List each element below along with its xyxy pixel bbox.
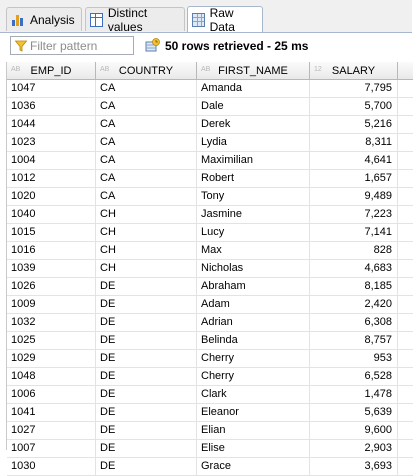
emp-id-cell[interactable]: 1016 <box>7 242 96 259</box>
first-name-cell[interactable]: Lucy <box>197 224 310 241</box>
country-cell[interactable]: CA <box>96 134 197 151</box>
salary-cell[interactable]: 4,683 <box>310 260 398 277</box>
header-filler <box>398 62 413 79</box>
table-row[interactable] <box>7 314 413 332</box>
emp-id-cell[interactable]: 1009 <box>7 296 96 313</box>
country-cell[interactable]: DE <box>96 296 197 313</box>
table-row[interactable] <box>7 242 413 260</box>
emp-id-cell[interactable]: 1027 <box>7 422 96 439</box>
column-header-emp-id[interactable] <box>7 62 96 79</box>
country-cell[interactable]: DE <box>96 314 197 331</box>
country-cell[interactable]: DE <box>96 368 197 385</box>
table-row[interactable] <box>7 296 413 314</box>
row-filler <box>398 404 413 421</box>
first-name-cell[interactable]: Nicholas <box>197 260 310 277</box>
string-type-badge: AB <box>201 66 211 73</box>
grid-header <box>7 62 413 80</box>
tab-analysis[interactable] <box>6 7 82 31</box>
string-type-badge: AB <box>11 66 21 73</box>
salary-cell[interactable]: 9,489 <box>310 188 398 205</box>
column-header-first-name[interactable] <box>197 62 310 79</box>
first-name-cell[interactable]: Max <box>197 242 310 259</box>
emp-id-cell[interactable]: 1030 <box>7 458 96 475</box>
emp-id-cell[interactable]: 1012 <box>7 170 96 187</box>
bar-chart-icon <box>11 13 25 27</box>
salary-cell[interactable]: 8,185 <box>310 278 398 295</box>
first-name-cell[interactable]: Jasmine <box>197 206 310 223</box>
tab-label: Analysis <box>30 12 75 27</box>
emp-id-cell[interactable]: 1020 <box>7 188 96 205</box>
table-row[interactable] <box>7 350 413 368</box>
row-filler <box>398 440 413 457</box>
table-row[interactable] <box>7 260 413 278</box>
salary-cell[interactable]: 953 <box>310 350 398 367</box>
country-cell[interactable]: DE <box>96 458 197 475</box>
emp-id-cell[interactable]: 1039 <box>7 260 96 277</box>
salary-cell[interactable]: 4,641 <box>310 152 398 169</box>
table-row[interactable] <box>7 332 413 350</box>
first-name-cell[interactable]: Grace <box>197 458 310 475</box>
tab-label: Raw Data <box>209 5 235 34</box>
row-filler <box>398 386 413 403</box>
results-grid[interactable] <box>6 62 413 472</box>
emp-id-cell[interactable]: 1036 <box>7 98 96 115</box>
column-header-country[interactable] <box>96 62 197 79</box>
emp-id-cell[interactable]: 1007 <box>7 440 96 457</box>
salary-cell[interactable]: 9,600 <box>310 422 398 439</box>
first-name-cell[interactable]: Amanda <box>197 80 310 97</box>
emp-id-cell[interactable]: 1015 <box>7 224 96 241</box>
row-filler <box>398 368 413 385</box>
country-cell[interactable]: DE <box>96 278 197 295</box>
country-cell[interactable]: CH <box>96 224 197 241</box>
first-name-cell[interactable]: Abraham <box>197 278 310 295</box>
first-name-cell[interactable]: Elise <box>197 440 310 457</box>
string-type-badge: AB <box>100 66 110 73</box>
filter-input[interactable] <box>30 38 128 53</box>
salary-cell[interactable]: 828 <box>310 242 398 259</box>
toolbar <box>0 33 412 61</box>
first-name-cell[interactable]: Clark <box>197 386 310 403</box>
table-row[interactable] <box>7 170 413 188</box>
row-filler <box>398 422 413 439</box>
row-filler <box>398 296 413 313</box>
row-filler <box>398 188 413 205</box>
emp-id-cell[interactable]: 1023 <box>7 134 96 151</box>
salary-cell[interactable]: 7,795 <box>310 80 398 97</box>
row-filler <box>398 314 413 331</box>
first-name-cell[interactable]: Tony <box>197 188 310 205</box>
salary-cell[interactable]: 8,311 <box>310 134 398 151</box>
emp-id-cell[interactable]: 1025 <box>7 332 96 349</box>
country-cell[interactable]: CH <box>96 260 197 277</box>
emp-id-cell[interactable]: 1040 <box>7 206 96 223</box>
country-cell[interactable]: DE <box>96 386 197 403</box>
first-name-cell[interactable]: Derek <box>197 116 310 133</box>
table-row[interactable] <box>7 386 413 404</box>
first-name-cell[interactable]: Elian <box>197 422 310 439</box>
table-row[interactable] <box>7 404 413 422</box>
country-cell[interactable]: CA <box>96 152 197 169</box>
salary-cell[interactable]: 3,693 <box>310 458 398 475</box>
country-cell[interactable]: CH <box>96 206 197 223</box>
salary-cell[interactable]: 5,639 <box>310 404 398 421</box>
first-name-cell[interactable]: Maximilian <box>197 152 310 169</box>
table-row[interactable] <box>7 278 413 296</box>
column-header-label: FIRST_NAME <box>218 64 288 77</box>
emp-id-cell[interactable]: 1026 <box>7 278 96 295</box>
row-filler <box>398 278 413 295</box>
rows-retrieved-status: 50 rows retrieved - 25 ms <box>165 39 309 53</box>
country-cell[interactable]: DE <box>96 422 197 439</box>
salary-cell[interactable]: 1,478 <box>310 386 398 403</box>
salary-cell[interactable]: 5,700 <box>310 98 398 115</box>
row-filler <box>398 260 413 277</box>
tab-bar <box>0 0 412 33</box>
country-cell[interactable]: CA <box>96 98 197 115</box>
first-name-cell[interactable]: Cherry <box>197 350 310 367</box>
country-cell[interactable]: CA <box>96 188 197 205</box>
emp-id-cell[interactable]: 1041 <box>7 404 96 421</box>
table-row[interactable] <box>7 458 413 476</box>
salary-cell[interactable]: 7,141 <box>310 224 398 241</box>
row-filler <box>398 134 413 151</box>
salary-cell[interactable]: 1,657 <box>310 170 398 187</box>
table-row[interactable] <box>7 134 413 152</box>
emp-id-cell[interactable]: 1047 <box>7 80 96 97</box>
table-row[interactable] <box>7 116 413 134</box>
table-row[interactable] <box>7 422 413 440</box>
emp-id-cell[interactable]: 1006 <box>7 386 96 403</box>
row-filler <box>398 458 413 475</box>
row-filler <box>398 152 413 169</box>
emp-id-cell[interactable]: 1004 <box>7 152 96 169</box>
row-filler <box>398 242 413 259</box>
table-row[interactable] <box>7 224 413 242</box>
row-filler <box>398 350 413 367</box>
rows-retrieved-icon <box>145 37 161 53</box>
first-name-cell[interactable]: Belinda <box>197 332 310 349</box>
country-cell[interactable]: DE <box>96 332 197 349</box>
column-header-label: SALARY <box>331 64 376 77</box>
tab-distinct-values[interactable] <box>85 5 185 34</box>
emp-id-cell[interactable]: 1032 <box>7 314 96 331</box>
row-filler <box>398 116 413 133</box>
table-icon <box>90 13 103 27</box>
salary-cell[interactable]: 2,903 <box>310 440 398 457</box>
salary-cell[interactable]: 6,308 <box>310 314 398 331</box>
country-cell[interactable]: DE <box>96 440 197 457</box>
column-header-label: COUNTRY <box>118 64 174 77</box>
row-filler <box>398 80 413 97</box>
table-row[interactable] <box>7 188 413 206</box>
salary-cell[interactable]: 7,223 <box>310 206 398 223</box>
first-name-cell[interactable]: Eleanor <box>197 404 310 421</box>
table-row[interactable] <box>7 152 413 170</box>
row-filler <box>398 332 413 349</box>
filter-box[interactable] <box>10 36 134 55</box>
grid-icon <box>192 13 205 27</box>
row-filler <box>398 170 413 187</box>
column-header-label: EMP_ID <box>30 64 72 77</box>
first-name-cell[interactable]: Cherry <box>197 368 310 385</box>
first-name-cell[interactable]: Dale <box>197 98 310 115</box>
country-cell[interactable]: CA <box>96 116 197 133</box>
salary-cell[interactable]: 8,757 <box>310 332 398 349</box>
country-cell[interactable]: CA <box>96 170 197 187</box>
number-type-badge: 12 <box>314 66 322 73</box>
row-filler <box>398 224 413 241</box>
salary-cell[interactable]: 6,528 <box>310 368 398 385</box>
tab-label: Distinct values <box>107 5 148 34</box>
table-row[interactable] <box>7 206 413 224</box>
country-cell[interactable]: DE <box>96 404 197 421</box>
first-name-cell[interactable]: Lydia <box>197 134 310 151</box>
table-row[interactable] <box>7 80 413 98</box>
funnel-icon <box>15 40 27 52</box>
country-cell[interactable]: CH <box>96 242 197 259</box>
emp-id-cell[interactable]: 1044 <box>7 116 96 133</box>
table-row[interactable] <box>7 98 413 116</box>
first-name-cell[interactable]: Adam <box>197 296 310 313</box>
tab-raw-data[interactable] <box>187 6 263 32</box>
first-name-cell[interactable]: Robert <box>197 170 310 187</box>
row-filler <box>398 206 413 223</box>
country-cell[interactable]: CA <box>96 80 197 97</box>
table-row[interactable] <box>7 368 413 386</box>
row-filler <box>398 98 413 115</box>
salary-cell[interactable]: 5,216 <box>310 116 398 133</box>
salary-cell[interactable]: 2,420 <box>310 296 398 313</box>
column-header-salary[interactable] <box>310 62 398 79</box>
grid-body <box>7 80 413 476</box>
country-cell[interactable]: DE <box>96 350 197 367</box>
emp-id-cell[interactable]: 1048 <box>7 368 96 385</box>
table-row[interactable] <box>7 440 413 458</box>
emp-id-cell[interactable]: 1029 <box>7 350 96 367</box>
first-name-cell[interactable]: Adrian <box>197 314 310 331</box>
